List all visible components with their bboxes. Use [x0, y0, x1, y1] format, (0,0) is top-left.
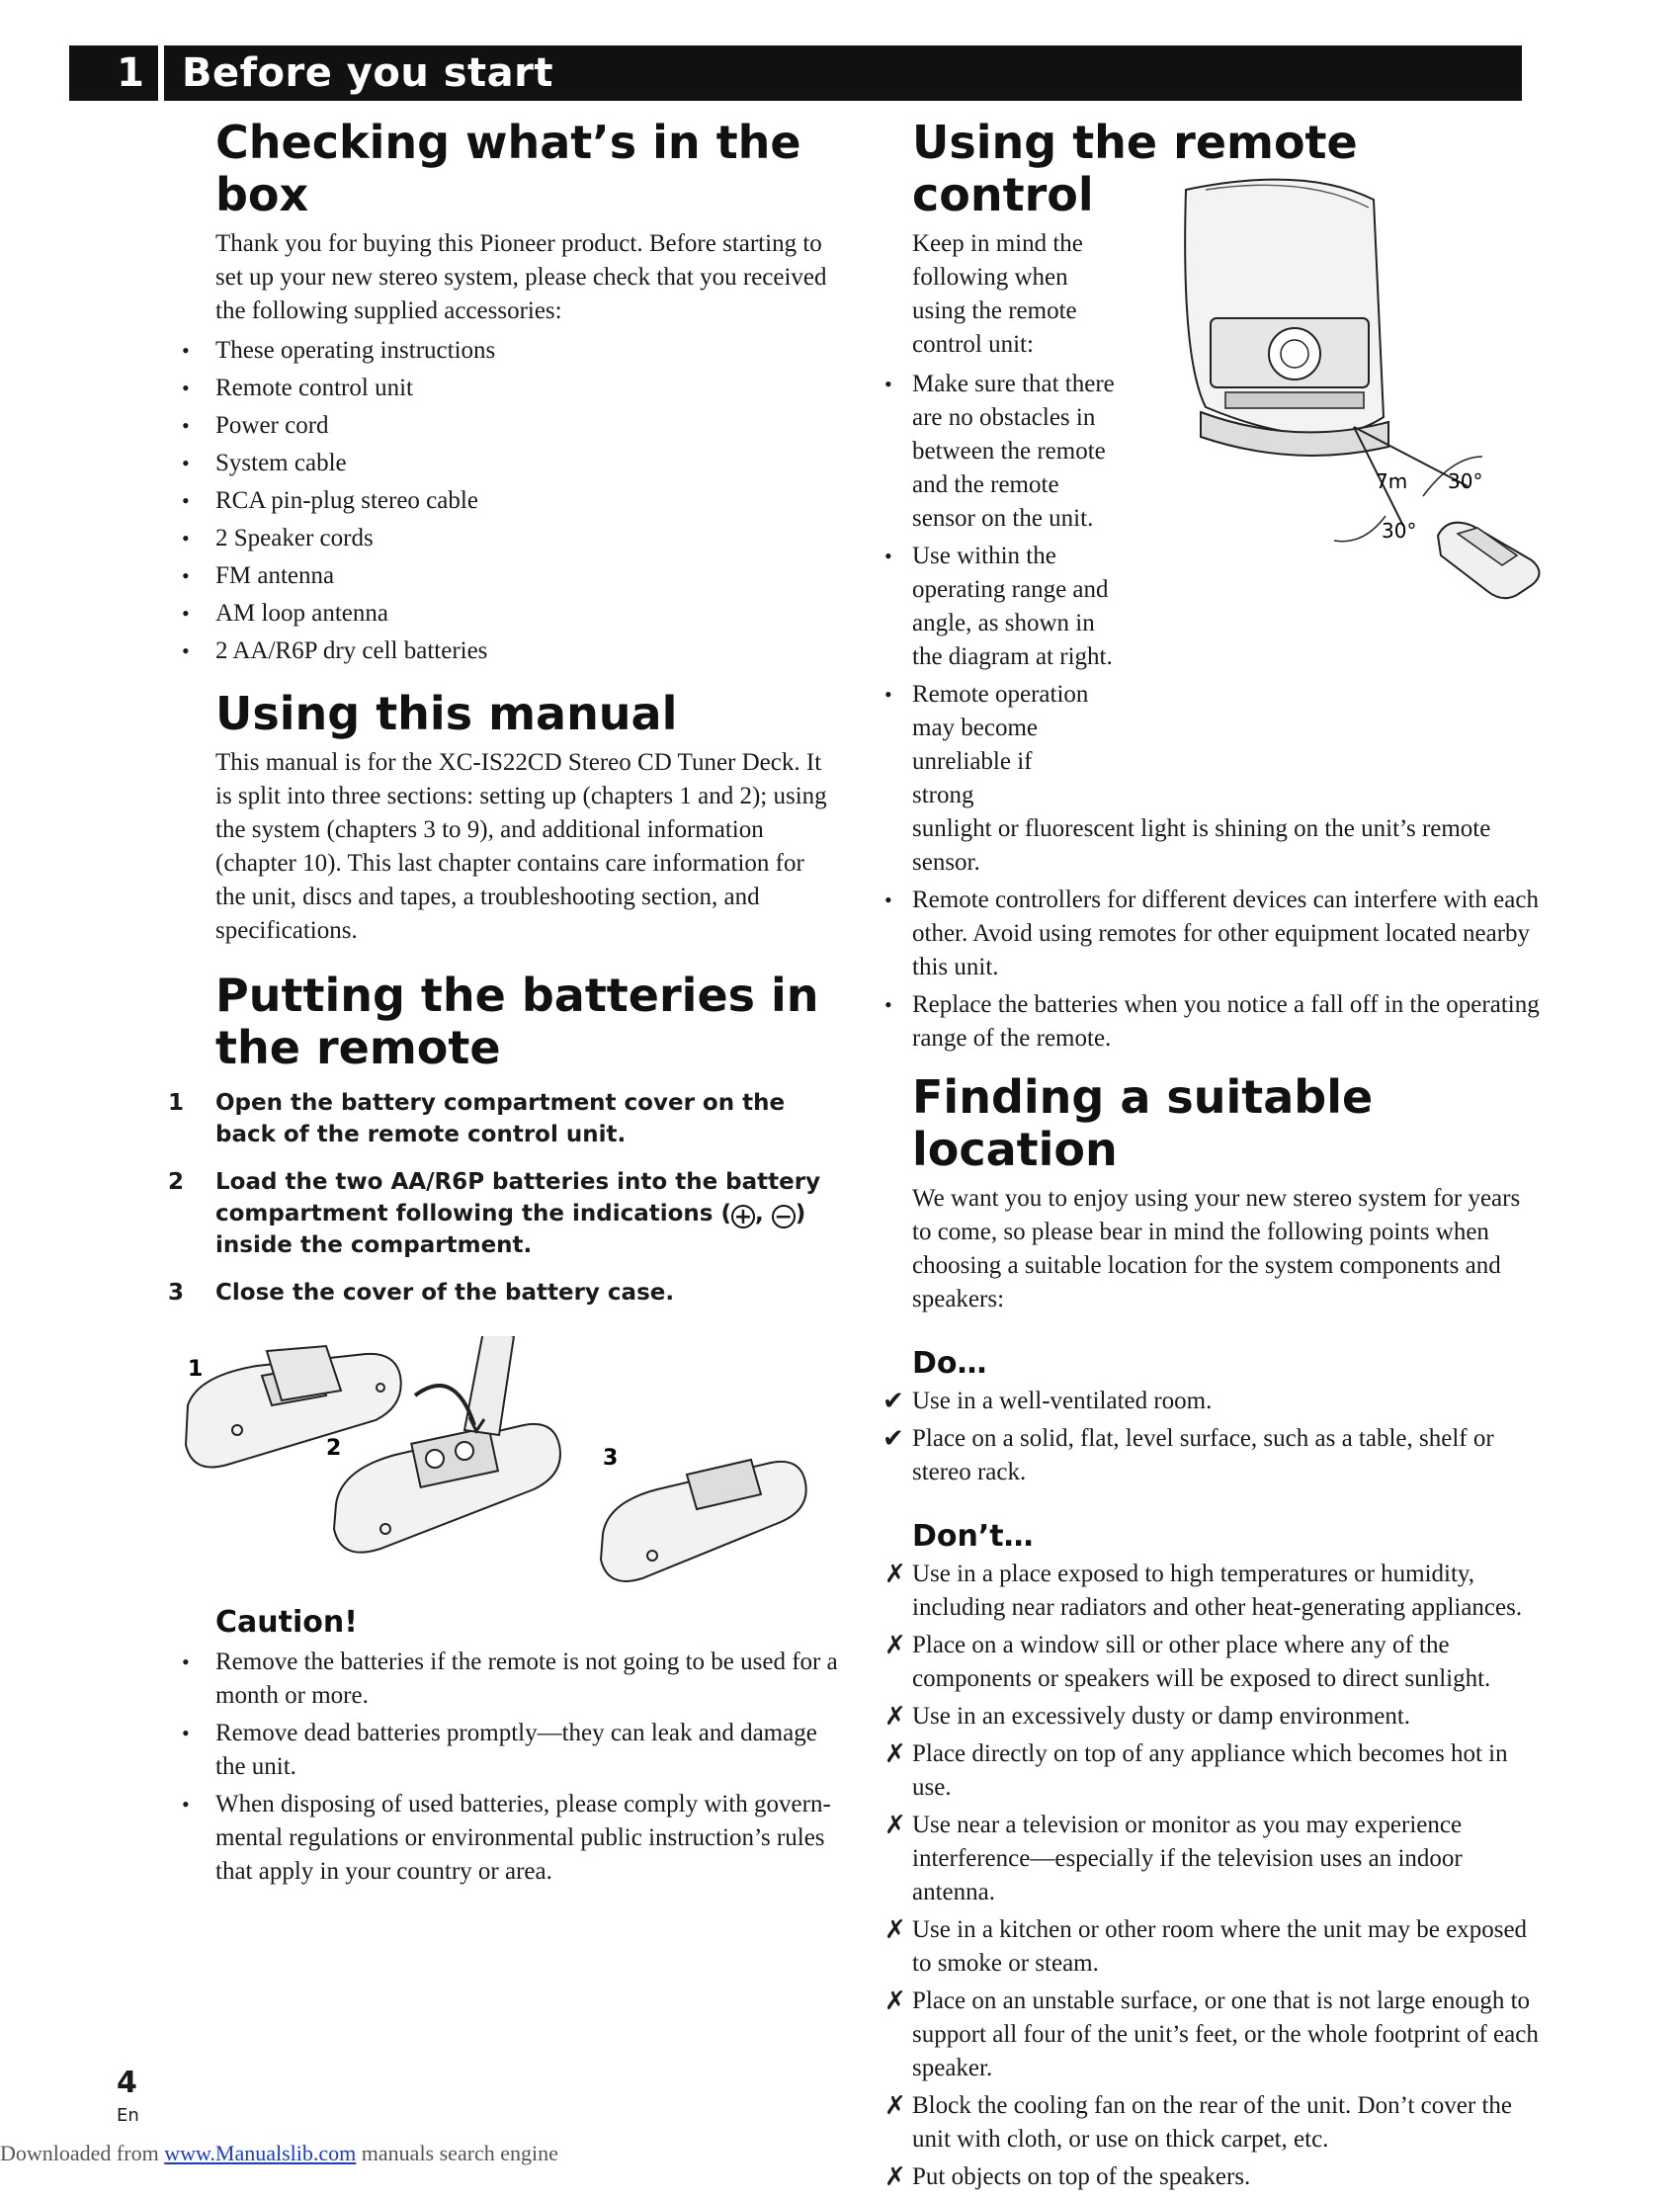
- check-icon: ✔: [882, 1423, 904, 1454]
- step-item: 1 Open the battery compartment cover on the back of the remote control unit.: [168, 1090, 786, 1148]
- remote-heading: Using the remote control: [912, 116, 1358, 221]
- list-item: • Power cord: [168, 409, 840, 443]
- location-heading: Finding a suitable location: [912, 1069, 1374, 1176]
- list-item: • Remote operation may become unreliable if strong sunlight or fluorescent light is shining on the unit’s remote sensor.: [884, 678, 1542, 880]
- cross-icon: ✗: [884, 1914, 906, 1945]
- list-item: ✗ Use in a kitchen or other room where the unit may be exposed to smoke or steam.: [884, 1914, 1528, 1977]
- figure-label-3: 3: [603, 1446, 619, 1472]
- list-item: • Make sure that there are no obstacles in between the remote and the remote sensor on the unit.: [884, 368, 1120, 536]
- list-item: • Remove the batteries if the remote is not going to be used for a month or more.: [168, 1646, 840, 1713]
- remote-handset-drawing: [1438, 523, 1540, 599]
- language-code: En: [117, 2105, 139, 2126]
- cross-icon: ✗: [884, 1630, 906, 1660]
- step-item: 2 Load the two AA/R6P batteries into the battery compartment following the indications ( + , − ) inside the compartment.: [168, 1169, 821, 1259]
- list-item: • AM loop antenna: [168, 597, 840, 631]
- list-item: • When disposing of used batteries, please comply with govern-mental regulations or environmental public instruction’s rules that apply in your country or area.: [168, 1788, 840, 1889]
- remote-diagram-svg: [1127, 160, 1542, 615]
- do-list: [884, 1385, 1542, 1489]
- section-location: [884, 1071, 1542, 2194]
- chapter-header-bar: [69, 45, 1522, 101]
- list-item: • Replace the batteries when you notice a fall off in the operating range of the remote.: [884, 988, 1542, 1056]
- list-item: • Remote control unit: [168, 372, 840, 405]
- cross-icon: ✗: [884, 2161, 906, 2192]
- do-heading: Do…: [912, 1345, 987, 1381]
- accessory-list: [168, 334, 840, 668]
- bullet-icon: •: [884, 681, 892, 707]
- stereo-unit-drawing: [1185, 180, 1388, 456]
- battery-steps: [168, 1087, 840, 1309]
- step-item: 3 Close the cover of the battery case.: [168, 1280, 675, 1307]
- minus-polarity-icon: −: [772, 1205, 796, 1228]
- list-item: ✗ Put objects on top of the speakers.: [884, 2161, 1251, 2192]
- batteries-heading: Putting the batteries in the remote: [215, 968, 819, 1074]
- bullet-icon: •: [182, 637, 190, 663]
- list-item: • Remove dead batteries promptly—they can leak and damage the unit.: [168, 1717, 840, 1784]
- list-item: • These operating instructions: [168, 334, 840, 368]
- list-item: • FM antenna: [168, 559, 840, 593]
- remote-step3-drawing: [601, 1460, 806, 1581]
- list-item: • RCA pin-plug stereo cable: [168, 484, 840, 518]
- cross-icon: ✗: [884, 1738, 906, 1769]
- plus-polarity-icon: +: [731, 1205, 755, 1228]
- cross-icon: ✗: [884, 1810, 906, 1840]
- box-heading: Checking what’s in the box: [215, 116, 801, 221]
- section-remote-control: [884, 117, 1542, 1056]
- figure-label-2: 2: [326, 1436, 342, 1462]
- dont-list: [884, 1558, 1542, 2194]
- list-item: • System cable: [168, 447, 840, 480]
- cross-icon: ✗: [884, 1701, 906, 1732]
- list-item: • 2 AA/R6P dry cell batteries: [168, 634, 840, 668]
- cross-icon: ✗: [884, 1986, 906, 2016]
- cross-icon: ✗: [884, 2090, 906, 2121]
- bullet-icon: •: [182, 1792, 190, 1818]
- cross-icon: ✗: [884, 1559, 906, 1589]
- manual-heading: Using this manual: [215, 686, 678, 740]
- section-using-manual: [168, 688, 840, 948]
- bullet-icon: •: [182, 562, 190, 588]
- bullet-icon: •: [182, 375, 190, 400]
- section-checking-box: [168, 117, 840, 668]
- list-item: ✗ Block the cooling fan on the rear of the unit. Don’t cover the unit with cloth, or use on thick carpet, etc.: [884, 2090, 1512, 2153]
- remote-intro: Keep in mind the following when using the remote control unit:: [912, 229, 1083, 358]
- chapter-title: Before you start: [182, 50, 554, 96]
- download-notice: Downloaded from www.Manualslib.com manuals search engine: [0, 2141, 558, 2165]
- manual-text: This manual is for the XC-IS22CD Stereo CD Tuner Deck. It is split into three sections: setting up (chapters 1 and 2); using the system (chapters 3 to 9), and additional information (chapter 10). This last chapter contains care information for the unit, discs and tapes, a troubleshooting section, and specifications.: [215, 748, 827, 944]
- list-item: ✗ Use in a place exposed to high temperatures or humidity, including near radiators and other heat-generating appliances.: [884, 1559, 1523, 1621]
- left-column: [168, 117, 840, 1893]
- list-item: ✗ Place on an unstable surface, or one that is not large enough to support all four of the unit’s feet, or the whole footprint of each speaker.: [884, 1986, 1539, 2081]
- caution-heading: Caution!: [215, 1605, 358, 1641]
- battery-illustration: [168, 1336, 840, 1603]
- right-column: [884, 117, 1542, 2198]
- bullet-icon: •: [182, 412, 190, 438]
- bullet-icon: •: [884, 991, 892, 1017]
- list-item: ✗ Place directly on top of any appliance which becomes hot in use.: [884, 1738, 1508, 1801]
- list-item: ✔ Use in a well-ventilated room.: [882, 1386, 1213, 1416]
- battery-figure-svg: [168, 1336, 840, 1603]
- chapter-number: 1: [117, 50, 144, 96]
- angle-bottom-label: 30°: [1382, 519, 1417, 543]
- bullet-icon: •: [182, 1649, 190, 1675]
- remote-range-diagram: [1127, 160, 1542, 615]
- dont-heading: Don’t…: [912, 1518, 1034, 1554]
- figure-label-1: 1: [188, 1357, 204, 1383]
- angle-top-label: 30°: [1448, 469, 1483, 493]
- bullet-icon: •: [182, 1721, 190, 1746]
- list-item: • Use within the operating range and angle, as shown in the diagram at right.: [884, 540, 1120, 674]
- list-item: ✔ Place on a solid, flat, level surface, such as a table, shelf or stereo rack.: [882, 1423, 1494, 1485]
- bullet-icon: •: [884, 371, 892, 396]
- section-batteries: [168, 970, 840, 1890]
- list-item: ✗ Use near a television or monitor as you may experience interference—especially if the television uses an indoor antenna.: [884, 1810, 1463, 1905]
- distance-label: 7m: [1376, 469, 1408, 493]
- bullet-icon: •: [182, 525, 190, 550]
- bullet-icon: •: [182, 600, 190, 626]
- caution-list: [168, 1646, 840, 1889]
- bullet-icon: •: [182, 487, 190, 513]
- list-item: • 2 Speaker cords: [168, 522, 840, 555]
- check-icon: ✔: [882, 1386, 904, 1416]
- box-intro: Thank you for buying this Pioneer product. Before starting to set up your new stereo system, please check that you received the following supplied accessories:: [215, 229, 827, 324]
- bullet-icon: •: [182, 450, 190, 475]
- page-number: 4: [117, 2066, 137, 2100]
- list-item: • Remote controllers for different devices can interfere with each other. Avoid using remotes for other equipment located nearby this unit.: [884, 884, 1542, 984]
- bullet-icon: •: [884, 543, 892, 568]
- remote-step1-drawing: [186, 1346, 401, 1468]
- bullet-icon: •: [884, 887, 892, 912]
- manualslib-link[interactable]: www.Manualslib.com: [164, 2141, 357, 2165]
- bullet-icon: •: [182, 337, 190, 363]
- list-item: ✗ Use in an excessively dusty or damp environment.: [884, 1701, 1411, 1732]
- list-item: ✗ Place on a window sill or other place where any of the components or speakers will be exposed to direct sunlight.: [884, 1630, 1491, 1692]
- location-intro: We want you to enjoy using your new stereo system for years to come, so please bear in mind the following points when choosing a suitable location for the system components and speakers:: [912, 1184, 1521, 1312]
